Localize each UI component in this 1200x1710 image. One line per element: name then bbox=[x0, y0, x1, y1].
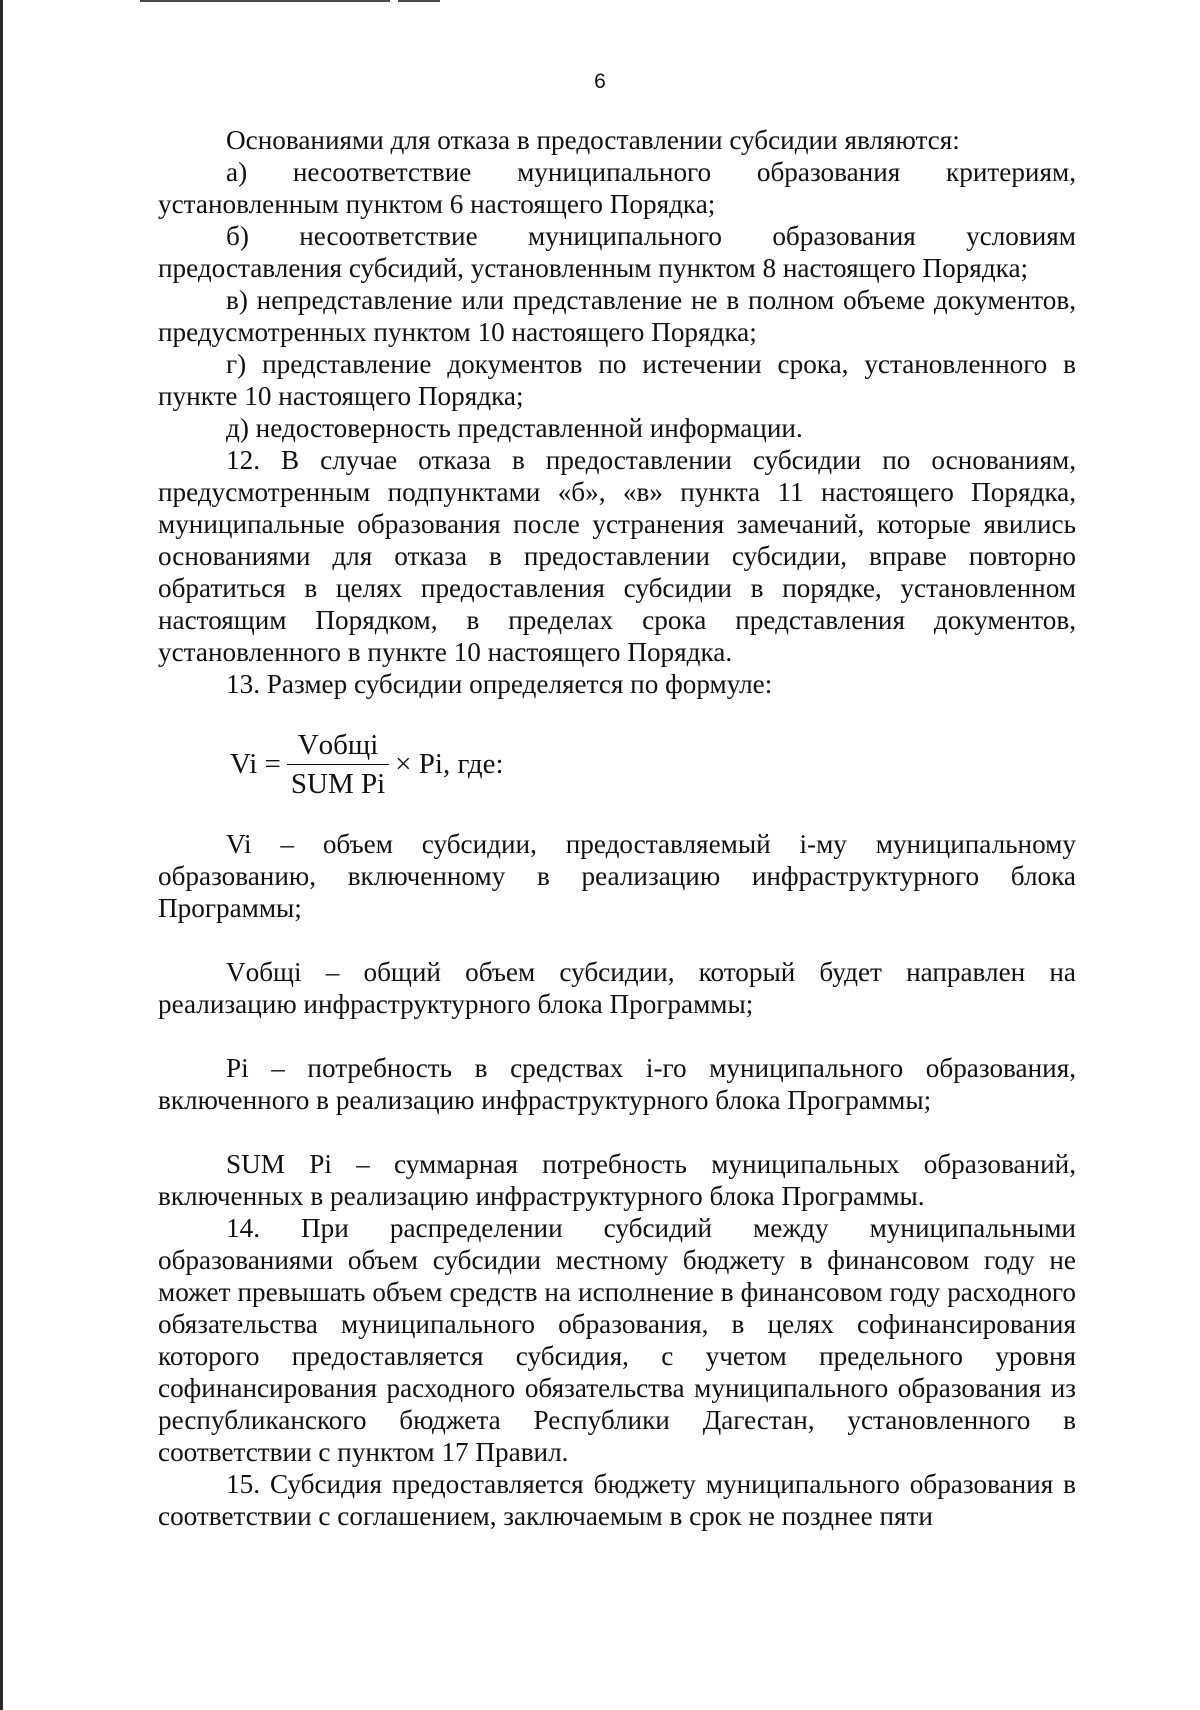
scan-top-mark bbox=[398, 0, 440, 2]
clause-12: 12. В случае отказа в предоставлении субсидии по основаниям, предусмотренным подпунктами «б», «в» пункта 11 настоящего Порядка, муниципальные образования после устранения замечаний, которые явились основаниями для отказа в предоставлении субсидии, вправе повторно обратиться в целях предоставления субсидии в порядке, установленном настоящим Порядком, в пределах срока представления документов, установленного в пункте 10 настоящего Порядка. bbox=[158, 445, 1076, 667]
definition-vobshi: Vобщi – общий объем субсидии, который будет направлен на реализацию инфраструктурного блока Программы; bbox=[158, 957, 1076, 1019]
subsidy-formula bbox=[158, 700, 1076, 828]
scan-top-mark bbox=[140, 0, 390, 2]
formula-rhs: × Pi, где: bbox=[395, 748, 504, 780]
definition-sum-pi: SUM Pi – суммарная потребность муниципальных образований, включенных в реализацию инфраструктурного блока Программы. bbox=[158, 1149, 1076, 1211]
clause-14: 14. При распределении субсидий между муниципальными образованиями объем субсидии местному бюджету в финансовом году не может превышать объем средств на исполнение в финансовом году расходного обязательства муниципального образования, в целях софинансирования которого предоставляется субсидия, с учетом предельного уровня софинансирования расходного обязательства муниципального образования из республиканского бюджета Республики Дагестан, установленного в соответствии с пунктом 17 Правил. bbox=[158, 1213, 1076, 1467]
refusal-ground-d: д) недостоверность представленной информации. bbox=[226, 413, 803, 443]
refusal-ground-b: б) несоответствие муниципального образования условиям предоставления субсидий, установленным пунктом 8 настоящего Порядка; bbox=[158, 221, 1076, 283]
formula-denominator: SUM Pi bbox=[290, 767, 386, 800]
definition-pi: Pi – потребность в средствах i-го муниципального образования, включенного в реализацию инфраструктурного блока Программы; bbox=[158, 1053, 1076, 1115]
page-number: 6 bbox=[594, 70, 606, 93]
formula-lhs: Vi = bbox=[230, 748, 281, 780]
formula-numerator: Vобщi bbox=[297, 728, 379, 761]
refusal-ground-v: в) непредставление или представление не в полном объеме документов, предусмотренных пунктом 10 настоящего Порядка; bbox=[158, 285, 1076, 347]
document-body-top bbox=[158, 124, 1076, 1532]
clause-13: 13. Размер субсидии определяется по формуле: bbox=[226, 669, 773, 699]
refusal-ground-g: г) представление документов по истечении срока, установленного в пункте 10 настоящего Порядка; bbox=[158, 349, 1076, 411]
scan-left-edge bbox=[0, 0, 3, 1710]
refusal-grounds-intro: Основаниями для отказа в предоставлении субсидии являются: bbox=[226, 125, 960, 155]
definition-vi: Vi – объем субсидии, предоставляемый i-му муниципальному образованию, включенному в реализацию инфраструктурного блока Программы; bbox=[158, 829, 1076, 923]
refusal-ground-a: а) несоответствие муниципального образования критериям, установленным пунктом 6 настоящего Порядка; bbox=[158, 157, 1076, 219]
clause-15: 15. Субсидия предоставляется бюджету муниципального образования в соответствии с соглашением, заключаемым в срок не позднее пяти bbox=[158, 1469, 1076, 1531]
formula-fraction bbox=[287, 728, 389, 801]
